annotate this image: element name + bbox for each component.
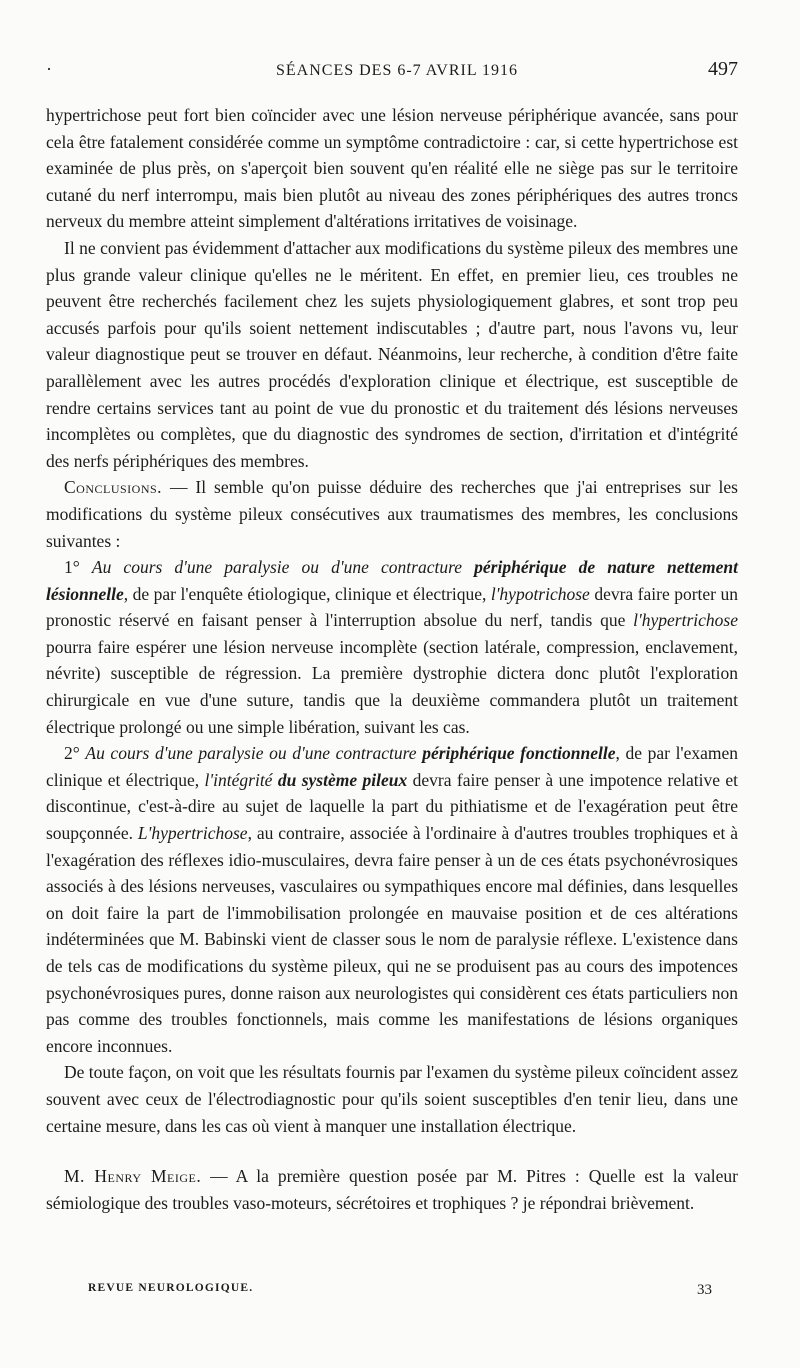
item-1-text-a: , de par l'enquête étiologique, clinique et électrique, [123, 583, 491, 604]
paragraph-4 [46, 554, 738, 740]
paragraph-1: hypertrichose peut fort bien coïncider avec une lésion nerveuse périphérique avancée, sans pour cela être fatalement considérée comme un symptôme contradictoire : car, si cette hypertrichose est examinée de plus près, on s'aperçoit bien souvent qu'en réalité elle ne siège pas sur le territoire cutané du nerf interrompu, mais bien plutôt au niveau des zones périphériques des autres troncs nerveux du membre atteint simplement d'altérations irritatives de voisinage. [46, 105, 738, 232]
item-2-bold-b: du système pileux [277, 769, 408, 790]
item-1-text-c: pourra faire espérer une lésion nerveuse incomplète (section latérale, compression, enclavement, névrite) susceptible de régression. La première dystrophie dictera donc plutôt l'exploration chirurgicale en vue d'une suture, tandis que la deuxième commandera plutôt un traitement électrique prolongé ou une simple libération, suivant les cas. [46, 636, 738, 737]
item-2-number: 2° [64, 743, 86, 764]
paragraph-5 [46, 740, 738, 1059]
paragraph-3 [46, 474, 738, 554]
item-1-number: 1° [64, 557, 92, 578]
item-2-text-a: , de par l'examen clinique et électrique, [46, 743, 738, 790]
item-1-bold-a: périphérique de nature nettement lésionnelle [46, 557, 739, 604]
signature-mark: 33 [697, 1282, 712, 1298]
header-mark: · [46, 59, 52, 79]
journal-name: REVUE NEUROLOGIQUE. [88, 1282, 254, 1294]
paragraph-7 [46, 1163, 738, 1216]
paragraph-2: Il ne convient pas évidemment d'attacher aux modifications du système pileux des membres une plus grande valeur clinique qu'elles ne le méritent. En effet, en premier lieu, ces troubles ne peuvent être recherchés facilement chez les sujets physiologiquement glabres, et sont trop peu accusés parfois pour qu'ils soient nettement indiscutables ; d'autre part, nous l'avons vu, leur valeur diagnostique peut se trouver en défaut. Néanmoins, leur recherche, à condition d'être faite parallèlement avec les autres procédés d'exploration clinique et électrique, est susceptible de rendre certains services tant au point de vue du pronostic et du traitement dés lésions nerveuses incomplètes ou complètes, que du diagnostic des syndromes de section, d'irritation et d'intégrité des nerfs périphériques des membres. [46, 237, 738, 471]
conclusions-text: — Il semble qu'on puisse déduire des recherches que j'ai entreprises sur les modifications du système pileux consécutives aux traumatismes des membres, les conclusions suivantes : [46, 477, 738, 551]
body-text [46, 102, 738, 1216]
section-gap [46, 1139, 738, 1163]
item-2-italic-a: Au cours d'une paralysie ou d'une contracture [85, 743, 423, 764]
item-2-text-b: devra faire penser à une impotence relative et discontinue, c'est-à-dire au sujet de laquelle la part du pithiatisme et de l'exagération peut être soupçonnée. [46, 769, 739, 844]
page-footer [88, 1282, 712, 1299]
paragraph-6: De toute façon, on voit que les résultats fournis par l'examen du système pileux coïncident assez souvent avec ceux de l'électrodiagnostic pour qu'ils soient susceptibles d'en tenir lieu, dans une certaine mesure, dans les cas où vient à manquer une installation électrique. [46, 1062, 738, 1136]
speaker-text: — A la première question posée par M. Pitres : Quelle est la valeur sémiologique des troubles vaso-moteurs, sécrétoires et trophiques ? je répondrai brièvement. [46, 1166, 738, 1213]
item-1-text-b: devra faire porter un pronostic réservé en faisant penser à l'interruption absolue du nerf, tandis que [46, 583, 738, 631]
item-2-text-c: , au contraire, associée à l'ordinaire à d'autres troubles trophiques et à l'exagération des réflexes idio-musculaires, devra faire penser à un de ces états psychonévrosiques associés à des lésions nerveuses, vasculaires ou sympathiques encore mal définies, dans lesquelles on doit faire la part de l'immobilisation prolongée en mauvaise position et de ces altérations indéterminées que M. Babinski vient de classer sous le nom de paralysie réflexe. L'existence dans de tels cas de modifications du système pileux, qui ne se produisent pas au cours des impotences psychonévrosiques pures, donne raison aux neurologistes qui considèrent ces états particuliers non pas comme des troubles fonctionnels, mais comme les manifestations de lésions organiques encore inconnues. [46, 823, 738, 1056]
item-2-italic-c: L'hypertrichose [137, 823, 248, 844]
item-1-italic-c: l'hypertrichose [633, 610, 738, 631]
header-title: SÉANCES DES 6-7 AVRIL 1916 [275, 62, 519, 79]
page-number: 497 [708, 58, 738, 80]
conclusions-label: Conclusions. [64, 477, 163, 498]
item-1-italic-b: l'hypotrichose [490, 583, 590, 604]
item-2-bold-a: périphérique fonctionnelle [422, 743, 616, 764]
running-header [46, 58, 738, 92]
item-2-italic-b: l'intégrité [204, 769, 278, 790]
speaker-label: M. Henry Meige. [64, 1166, 202, 1187]
item-1-italic-a: Au cours d'une paralysie ou d'une contracture [91, 557, 475, 578]
